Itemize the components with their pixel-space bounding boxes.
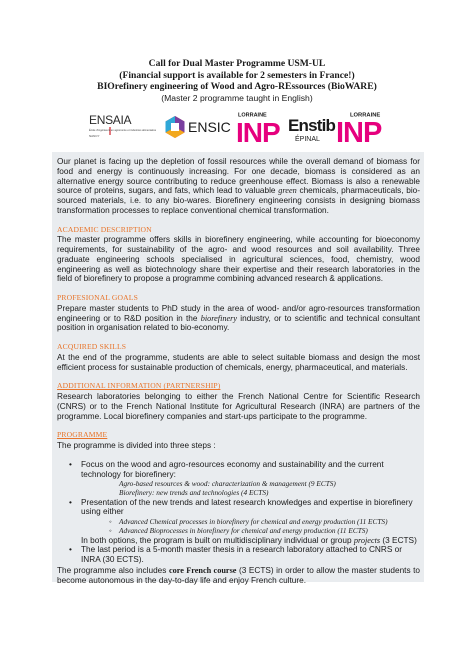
enstib-text: Enstib — [288, 116, 336, 135]
lorraine-inp-logo-1 — [236, 111, 288, 148]
programme-heading: PROGRAMME — [57, 430, 108, 440]
step-3-text: The last period is a 5-month master thesis in a research laboratory attached to CNRS or INRA (30 ECTS). — [81, 545, 402, 565]
skills-paragraph: At the end of the programme, students are able to select suitable biomass and design the most efficient process for sustainable production of chemicals, energy, pharmaceutical, and materials. — [57, 352, 420, 372]
title-line-1: Call for Dual Master Programme USM-UL — [148, 58, 326, 69]
programme-steps-list — [69, 460, 420, 565]
title-line-3: BIOrefinery engineering of Wood and Agro-REssources (BioWARE) — [97, 81, 377, 93]
programme-outro — [57, 566, 420, 586]
list-item: ◦ Advanced Bioprocesses in biorefinery for chemical and energy production (11 ECTS) — [109, 526, 420, 535]
outro-text-2: (3 ECTS) in order to allow the master students to become autonomous in the day-to-day life and enjoy French culture. — [57, 565, 420, 585]
goals-biorefinery-italic: biorefinery — [200, 313, 238, 323]
programme-intro: The programme is divided into three steps : — [57, 441, 216, 450]
list-item: ◦ Advanced Chemical processes in biorefinery for chemical and energy production (11 ECTS) — [109, 517, 420, 526]
step-1-text: Focus on the wood and agro-resources economy and sustainability and the current technology for biorefinery: — [81, 459, 384, 479]
document-header — [0, 58, 474, 104]
ensic-logo-text: ENSIC — [188, 119, 231, 135]
document-body — [57, 157, 420, 585]
academic-heading: ACADEMIC DESCRIPTION — [57, 224, 152, 234]
partner-logos — [88, 111, 388, 149]
goals-paragraph — [57, 304, 420, 333]
intro-text-2: chemicals, pharmaceuticals, bio-sourced materials, i.e. to any bio-wares. Biorefinery engineering consists in designing biomass transformation processes to replace conventional chemical transformation. — [57, 186, 420, 215]
ensic-hexagon-icon — [166, 116, 185, 138]
list-item: Biorefinery: new trends and technologies (4 ECTS) — [119, 488, 269, 498]
academic-paragraph: The master programme offers skills in biorefinery engineering, while accounting for bioeconomy requirements, for sustainability of the agro- and wood resources and soil availability. Three graduate engineering schools specialised in agricultural sciences, food, chemistry, wood engineering as well as biotechnology share their expertise and their research laboratories in the field of biorefinery to propose a programme combining advanced research & applications. — [57, 235, 420, 284]
intro-text-1: Our planet is facing up the depletion of fossil resources while the overall demand of biomass for food and energy is continuously increasing. For one decade, biomass is considered as an alternative energy source contributing to reduce greenhouse effect. Biomass is also a renewable source of proteins, sugars, and fats, which lead to valuable — [57, 157, 420, 196]
step-2-tail-2: (3 ECTS) — [380, 535, 417, 545]
additional-paragraph: Research laboratories belonging to either the French National Centre for Scientific Research (CNRS) or to the French National Institute for Agricultural Research (INRA) are partners of the programme. Local biorefinery companies and start-ups participate to the programme. — [57, 392, 420, 421]
step-2-sublist — [69, 517, 420, 535]
outro-text-1: The programme also includes — [57, 565, 169, 575]
inp-text-1: INP — [236, 117, 280, 148]
skills-heading: ACQUIRED SKILLS — [57, 342, 127, 351]
ensaia-logo-city: NANCY — [89, 134, 100, 138]
outro-bold-french-course: core French course — [168, 565, 237, 575]
step-2-text: Presentation of the new trends and latest research knowledges and expertise in biorefinery using either — [81, 497, 413, 517]
enstib-logo — [288, 111, 338, 143]
ensaia-logo-subtitle: École d'ingénieurs en agronomie et industries alimentaires — [89, 129, 157, 132]
ensic-hex-center — [171, 123, 179, 131]
list-item — [69, 545, 420, 565]
step-2-continuation — [69, 536, 420, 546]
epinal-text: ÉPINAL — [295, 136, 320, 143]
ensic-logo — [164, 111, 234, 143]
list-item: Agro-based resources & wood: characterization & management (9 ECTS) — [119, 479, 336, 489]
goals-text-1: Prepare master students to PhD study in the area of wood- and/or agro-resources transformation engineering or to R&D position in the — [57, 303, 420, 323]
goals-text-2: industry, or to scientific and technical consultant position in organisation related to bio-economy. — [57, 313, 420, 333]
lorraine-text-2: LORRAINE — [350, 112, 381, 119]
intro-green-italic: green — [278, 186, 297, 196]
lorraine-inp-logo-2 — [336, 111, 392, 149]
goals-heading: PROFESIONAL GOALS — [57, 293, 138, 302]
list-item — [69, 460, 420, 480]
intro-paragraph — [57, 157, 420, 216]
step-2-projects-italic: projects — [353, 535, 381, 545]
additional-heading: ADDITIONAL INFORMATION (PARTNERSHIP) — [57, 381, 221, 391]
list-item — [69, 498, 420, 518]
ensaia-logo — [88, 111, 157, 143]
step-2-tail-1: In both options, the program is built on multidisciplinary individual or group — [81, 535, 354, 545]
inp-text-2: INP — [336, 117, 382, 149]
step-1-sublist — [69, 479, 420, 497]
ensaia-logo-text: ENSAIA — [89, 113, 132, 127]
title-line-4: (Master 2 programme taught in English) — [161, 92, 313, 103]
title-line-2: (Financial support is available for 2 semesters in France!) — [119, 69, 355, 81]
lorraine-text-1: LORRAINE — [238, 112, 267, 119]
